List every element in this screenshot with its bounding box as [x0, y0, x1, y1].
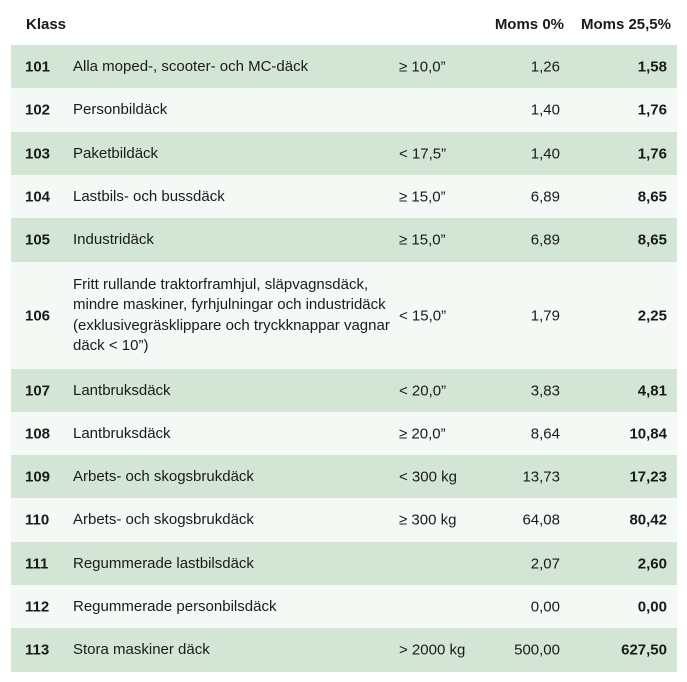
row-moms-0: 2,07: [530, 555, 560, 572]
row-moms-0: 8,64: [530, 425, 560, 442]
table-row: [11, 498, 677, 542]
row-moms-25: 10,84: [629, 425, 667, 442]
row-condition: ≥ 15,0”: [399, 231, 446, 249]
row-condition: > 2000 kg: [399, 641, 466, 659]
row-moms-0: 3,83: [530, 382, 560, 399]
row-klass: 111: [25, 555, 49, 572]
row-description: Lantbruksdäck: [73, 381, 171, 399]
table-row: [11, 45, 677, 88]
row-moms-0: 6,89: [530, 231, 560, 249]
row-klass: 109: [25, 468, 51, 485]
row-klass: 110: [25, 511, 50, 529]
row-condition: < 300 kg: [399, 468, 457, 485]
row-condition: ≥ 300 kg: [399, 511, 457, 529]
row-klass: 106: [25, 307, 51, 324]
row-klass: 108: [25, 425, 51, 442]
row-moms-25: 2,25: [637, 307, 667, 324]
table-row: [11, 88, 677, 132]
table-row: [11, 175, 677, 218]
row-moms-25: 1,58: [637, 58, 667, 75]
header-moms-25: Moms 25,5%: [580, 16, 671, 33]
row-klass: 104: [25, 188, 51, 205]
row-moms-0: 6,89: [530, 188, 560, 205]
row-klass: 112: [25, 598, 50, 615]
table-body: [11, 45, 677, 672]
row-klass: 102: [25, 101, 51, 119]
tyre-fee-table: [11, 0, 677, 672]
row-description: Lantbruksdäck: [73, 424, 171, 442]
row-description: Fritt rullande traktorframhjul, släpvagnsdäck, mindre maskiner, fyrhjulningar och industridäck (exklusivegräsklippare och tryckknappar vagnar däck < 10”): [73, 275, 390, 354]
row-klass: 113: [25, 641, 50, 659]
row-description: Paketbildäck: [73, 144, 159, 162]
row-moms-25: 0,00: [637, 598, 667, 615]
row-condition: < 20,0”: [399, 382, 447, 399]
table-row: [11, 585, 677, 628]
row-description: Arbets- och skogsbrukdäck: [73, 510, 254, 528]
row-moms-25: 8,65: [637, 231, 667, 249]
row-moms-0: 500,00: [514, 641, 560, 659]
row-description: Regummerade personbilsdäck: [73, 597, 277, 615]
header-klass: Klass: [26, 16, 67, 33]
table-row: [11, 628, 677, 672]
row-moms-0: 1,40: [530, 101, 560, 119]
table-row: [11, 455, 677, 498]
row-condition: ≥ 10,0”: [399, 58, 446, 75]
row-description: Lastbils- och bussdäck: [73, 187, 225, 205]
row-description: Stora maskiner däck: [73, 640, 210, 658]
table-row: [11, 542, 677, 585]
row-klass: 101: [25, 58, 51, 75]
row-moms-25: 2,60: [637, 555, 667, 572]
table-row: [11, 412, 677, 455]
row-moms-25: 17,23: [629, 468, 667, 485]
row-description: Arbets- och skogsbrukdäck: [73, 467, 254, 485]
row-moms-25: 627,50: [621, 641, 667, 659]
row-moms-0: 1,40: [530, 145, 560, 162]
row-moms-25: 1,76: [637, 145, 667, 162]
table-row: [11, 132, 677, 175]
row-condition: < 15,0”: [399, 307, 447, 324]
row-condition: ≥ 15,0”: [399, 188, 446, 205]
row-description: Alla moped-, scooter- och MC-däck: [73, 57, 309, 75]
row-klass: 103: [25, 145, 51, 162]
table-row: [11, 218, 677, 262]
row-description: Personbildäck: [73, 100, 168, 118]
table-row: [11, 369, 677, 412]
row-moms-25: 80,42: [629, 511, 667, 529]
row-moms-0: 1,79: [530, 307, 560, 324]
row-moms-0: 1,26: [530, 58, 560, 75]
row-klass: 107: [25, 382, 51, 399]
header-moms-0: Moms 0%: [494, 16, 564, 33]
row-moms-25: 8,65: [637, 188, 667, 205]
row-moms-25: 4,81: [637, 382, 667, 399]
row-moms-0: 13,73: [522, 468, 560, 485]
table-header: [11, 0, 677, 45]
row-klass: 105: [25, 231, 51, 249]
row-description: Industridäck: [73, 230, 154, 248]
row-description: Regummerade lastbilsdäck: [73, 554, 254, 572]
row-moms-25: 1,76: [637, 101, 667, 119]
row-condition: < 17,5”: [399, 145, 447, 162]
table-row: [11, 262, 677, 369]
row-moms-0: 0,00: [530, 598, 560, 615]
row-moms-0: 64,08: [522, 511, 560, 529]
row-condition: ≥ 20,0”: [399, 425, 446, 442]
